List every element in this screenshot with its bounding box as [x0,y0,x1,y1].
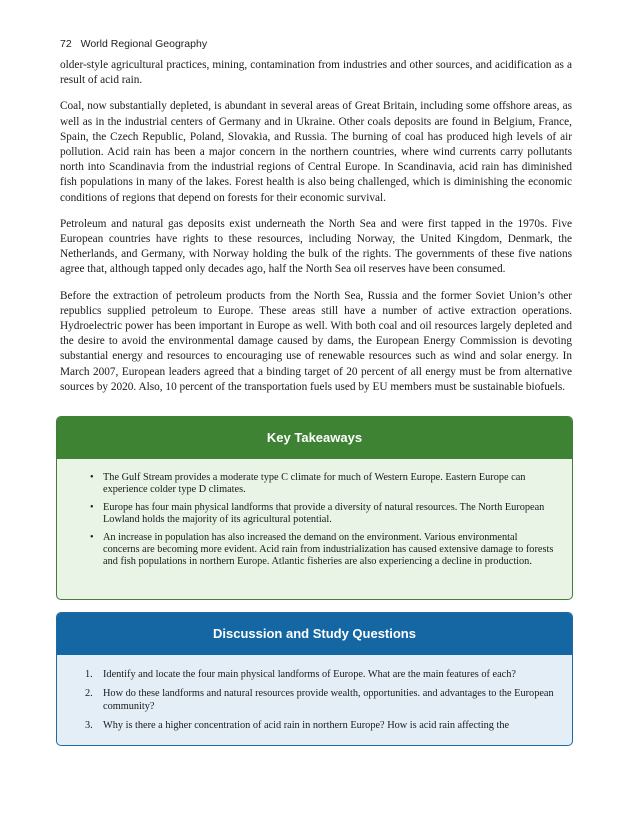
question-number: 2. [85,688,93,700]
list-item-text: The Gulf Stream provides a moderate type C climate for much of Western Europe. Eastern Europe can experience colder type D climates. [103,472,526,496]
key-takeaways-title: Key Takeaways [57,417,572,459]
question-item [85,688,554,713]
bullet-icon: • [90,472,94,483]
question-text: How do these landforms and natural resources provide wealth, opportunities. and advantages to the European community? [103,688,554,712]
question-item [85,720,554,732]
key-takeaways-box [56,416,573,600]
body-text [60,58,572,406]
question-number: 3. [85,720,93,732]
list-item [90,472,554,497]
list-item-text: Europe has four main physical landforms that provide a diversity of natural resources. The North European Lowland holds the majority of its agricultural potential. [103,501,545,526]
bullet-icon: • [90,531,94,543]
key-takeaways-body [57,459,572,569]
paragraph: older-style agricultural practices, mining, contamination from industries and other sources, and acidification as a result of acid rain. [60,59,572,87]
question-text: Why is there a higher concentration of acid rain in northern Europe? How is acid rain affecting the [103,720,510,732]
paragraph: Coal, now substantially depleted, is abundant in several areas of Great Britain, including some offshore areas, as well as in the industrial centers of Germany and in Ukraine. Other coals deposits are found in Belgium, France, Spain, the Czech Republic, Poland, Slovakia, and Russia. The burning of coal has produced high levels of air pollution. Acid rain has been a major concern in the northern countries, where wind currents carry pollutants north into Scandinavia from the industrial regions of Central Europe. In Scandinavia, acid rain has diminished fish populations in many of the lakes. Forest health is also being challenged, which is diminishing the economic conditions of regions that depend on forests for their economic survival. [60,100,572,204]
book-title: World Regional Geography [80,38,208,50]
discussion-body [57,655,572,733]
paragraph: Petroleum and natural gas deposits exist underneath the North Sea and were first tapped in the 1970s. Five European countries have rights to these resources, including Norway, the United Kingdom, Denmark, the Netherlands, and Germany, with Norway holding the bulk of the rights. The governments of these five nations agree that, although tapped only decades ago, half the North Sea oil reserves have been consumed. [60,217,572,276]
discussion-box [56,612,573,746]
page-number: 72 [60,38,72,50]
list-item-text: An increase in population has also increased the demand on the environment. Various environmental concerns are becoming more evident. Acid rain from industrialization has caused extensive damage to forests and fish populations in northern Europe. Atlantic fisheries are also experiencing a decline in production. [103,531,554,568]
running-header [60,38,207,50]
bullet-icon: • [90,501,94,513]
question-number: 1. [85,669,93,680]
discussion-list [85,669,554,733]
key-takeaways-list [90,472,554,569]
list-item [90,531,554,569]
question-text: Identify and locate the four main physical landforms of Europe. What are the main features of each? [103,669,516,680]
question-item [85,669,554,681]
discussion-title: Discussion and Study Questions [57,613,572,655]
list-item [90,501,554,527]
paragraph: Before the extraction of petroleum products from the North Sea, Russia and the former Soviet Union’s other republics supplied petroleum to Europe. These areas still have a number of active extraction operations. Hydroelectric power has been important in Europe as well. With both coal and oil resources largely depleted and the desire to avoid the environmental damage caused by dams, the European Energy Commission is devoting substantial energy and resources to encouraging use of renewable resources such as wind and solar energy. In March 2007, European leaders agreed that a binding target of 20 percent of all energy must be from alternative sources by 2020. Also, 10 percent of the transportation fuels used by EU members must be sustainable biofuels. [60,289,572,393]
